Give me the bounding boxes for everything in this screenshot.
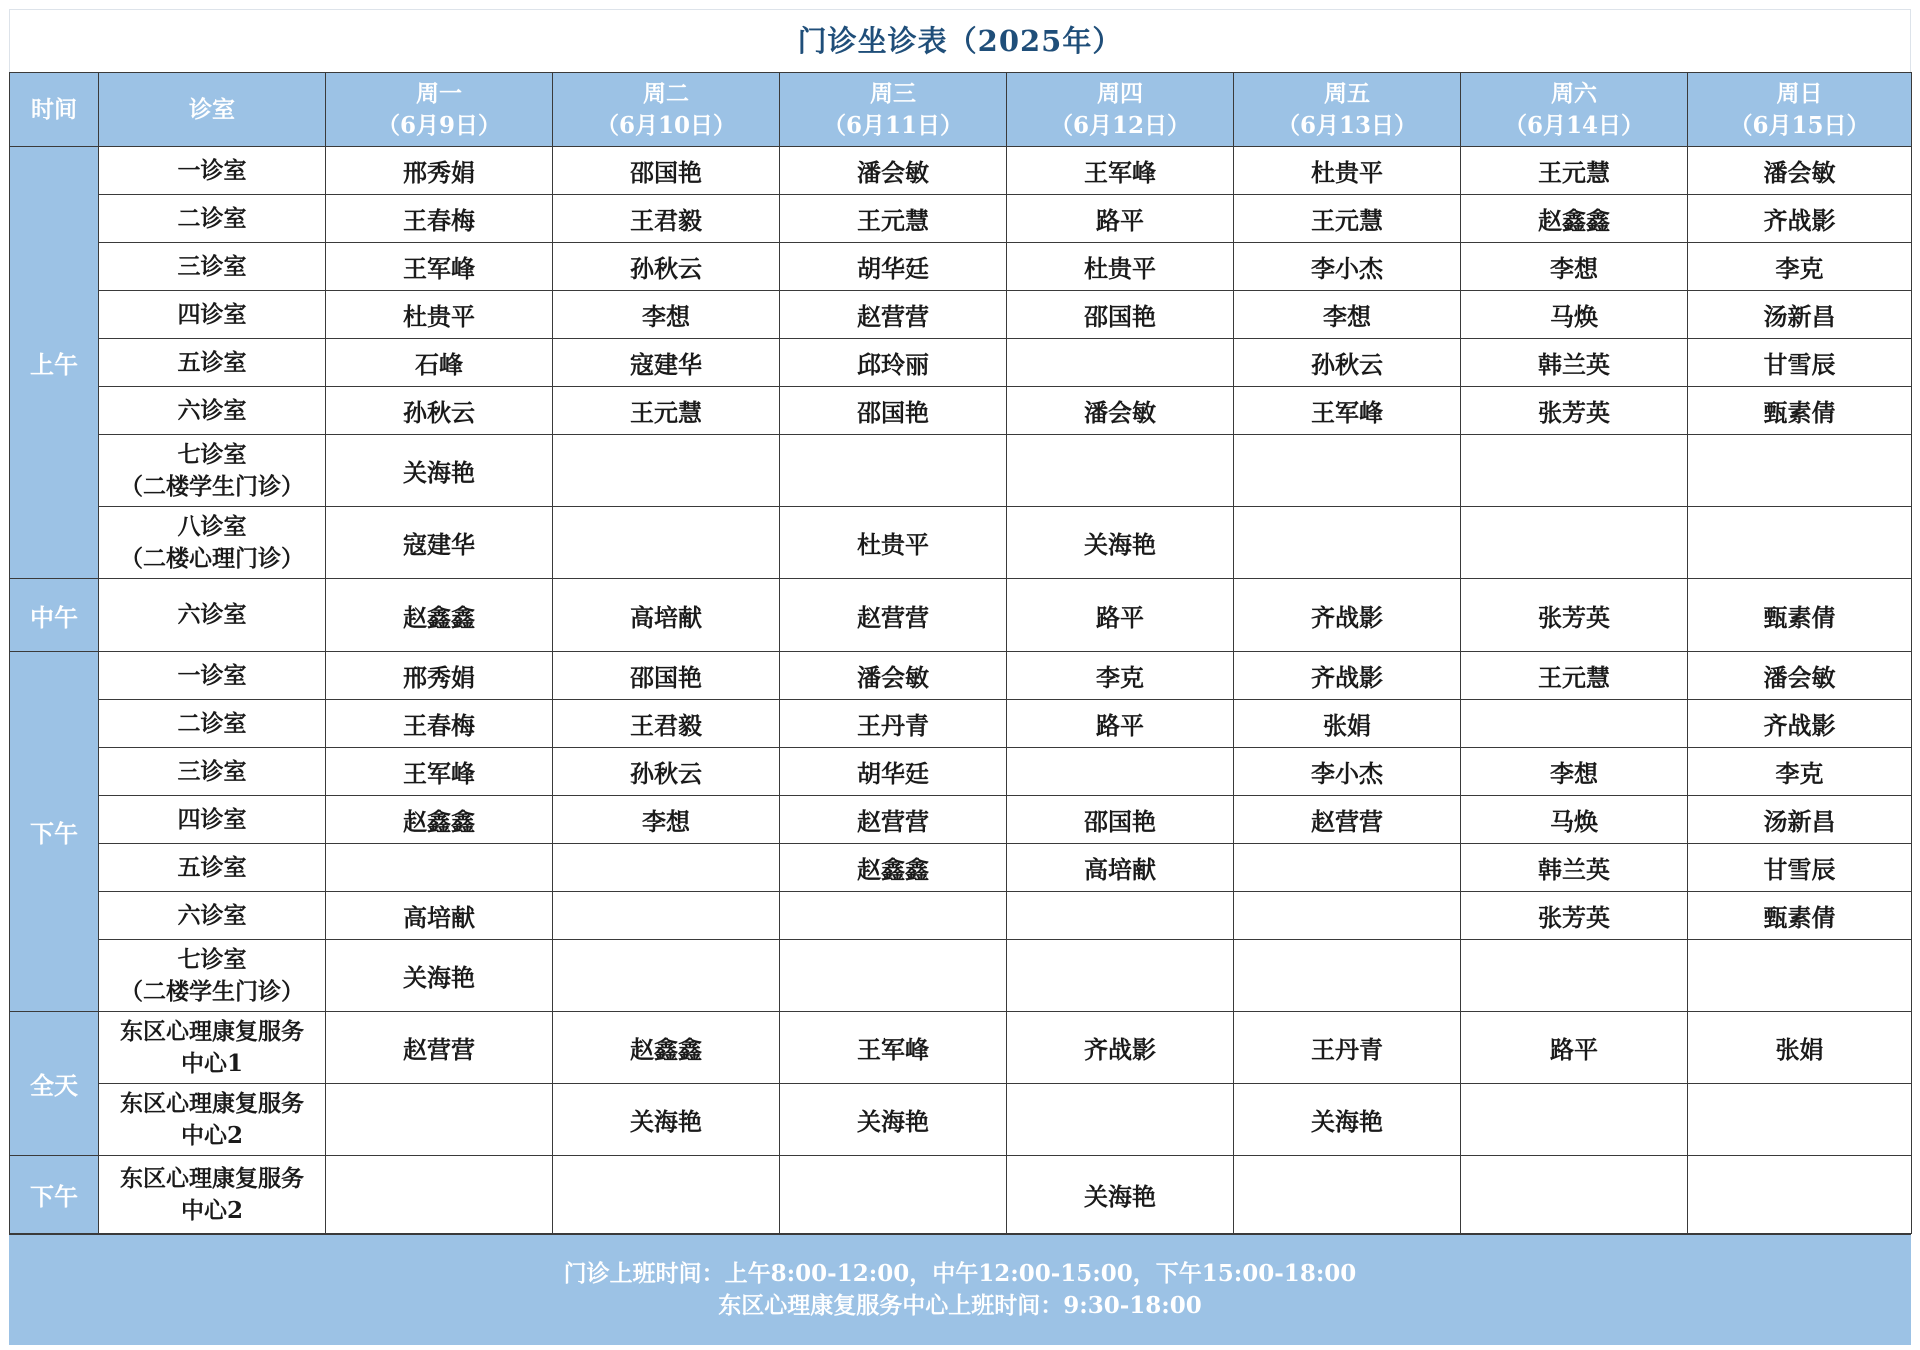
doctor-cell: 赵鑫鑫: [780, 844, 1007, 892]
doctor-cell: [1007, 892, 1234, 940]
schedule-row: [10, 147, 1912, 195]
doctor-cell: [1234, 844, 1461, 892]
doctor-cell: [780, 892, 1007, 940]
schedule-row: [10, 844, 1912, 892]
day-date: （6月14日）: [1503, 111, 1644, 139]
doctor-cell: 王元慧: [1234, 195, 1461, 243]
doctor-cell: 邵国艳: [1007, 796, 1234, 844]
doctor-cell: 邵国艳: [1007, 291, 1234, 339]
doctor-cell: [326, 1156, 553, 1234]
doctor-cell: 王丹青: [1234, 1012, 1461, 1084]
doctor-cell: 王军峰: [1234, 387, 1461, 435]
room-name-line: 中心1: [180, 1049, 243, 1077]
footer-center-hours: 东区心理康复服务中心上班时间：9:30-18:00: [718, 1292, 1202, 1319]
doctor-cell: 邢秀娟: [326, 147, 553, 195]
doctor-cell: 寇建华: [553, 339, 780, 387]
schedule-row: [10, 1084, 1912, 1156]
room-cell: [99, 507, 326, 579]
doctor-cell: [553, 435, 780, 507]
header-day-wed: [780, 73, 1007, 147]
room-name-line: 三诊室: [177, 757, 247, 785]
doctor-cell: 高培献: [553, 579, 780, 652]
doctor-cell: 路平: [1007, 195, 1234, 243]
doctor-cell: 关海艳: [1007, 507, 1234, 579]
doctor-cell: 寇建华: [326, 507, 553, 579]
day-date: （6月15日）: [1729, 111, 1870, 139]
doctor-cell: 关海艳: [1234, 1084, 1461, 1156]
room-cell: [99, 147, 326, 195]
doctor-cell: 赵鑫鑫: [326, 579, 553, 652]
room-cell: [99, 435, 326, 507]
day-name: 周四: [1097, 79, 1143, 107]
room-cell: [99, 243, 326, 291]
room-cell: [99, 652, 326, 700]
room-name-line: 七诊室: [177, 945, 247, 973]
doctor-cell: [1234, 892, 1461, 940]
doctor-cell: 赵鑫鑫: [553, 1012, 780, 1084]
room-cell: [99, 844, 326, 892]
doctor-cell: 赵营营: [780, 796, 1007, 844]
schedule-row: [10, 652, 1912, 700]
doctor-cell: [553, 940, 780, 1012]
schedule-row: [10, 195, 1912, 243]
schedule-row: [10, 1156, 1912, 1234]
doctor-cell: 邵国艳: [553, 147, 780, 195]
doctor-cell: 王君毅: [553, 700, 780, 748]
schedule-sheet: [9, 9, 1911, 1345]
room-cell: [99, 1156, 326, 1234]
doctor-cell: 齐战影: [1234, 652, 1461, 700]
doctor-cell: 王元慧: [780, 195, 1007, 243]
schedule-row: [10, 1012, 1912, 1084]
doctor-cell: 李想: [553, 796, 780, 844]
doctor-cell: 胡华廷: [780, 243, 1007, 291]
schedule-row: [10, 940, 1912, 1012]
doctor-cell: 王军峰: [326, 748, 553, 796]
day-date: （6月13日）: [1276, 111, 1417, 139]
doctor-cell: [1007, 748, 1234, 796]
doctor-cell: [1007, 940, 1234, 1012]
doctor-cell: 孙秋云: [553, 748, 780, 796]
room-name-line: 六诊室: [177, 901, 247, 929]
doctor-cell: 赵营营: [780, 579, 1007, 652]
room-cell: [99, 195, 326, 243]
schedule-row: [10, 291, 1912, 339]
doctor-cell: 潘会敏: [1688, 147, 1912, 195]
doctor-cell: [780, 940, 1007, 1012]
doctor-cell: 关海艳: [553, 1084, 780, 1156]
page-title: 门诊坐诊表（2025年）: [9, 9, 1911, 72]
doctor-cell: 甘雪辰: [1688, 844, 1912, 892]
doctor-cell: 赵鑫鑫: [1461, 195, 1688, 243]
doctor-cell: 汤新昌: [1688, 291, 1912, 339]
doctor-cell: 路平: [1007, 579, 1234, 652]
schedule-table: [9, 72, 1912, 1234]
day-date: （6月10日）: [595, 111, 736, 139]
room-name-line: （二楼学生门诊）: [120, 977, 304, 1005]
doctor-cell: 关海艳: [1007, 1156, 1234, 1234]
doctor-cell: 胡华廷: [780, 748, 1007, 796]
room-cell: [99, 940, 326, 1012]
room-name-line: 七诊室: [177, 440, 247, 468]
schedule-row: [10, 507, 1912, 579]
doctor-cell: 李克: [1007, 652, 1234, 700]
doctor-cell: [1461, 1156, 1688, 1234]
doctor-cell: 赵鑫鑫: [326, 796, 553, 844]
room-cell: [99, 339, 326, 387]
period-label: 下午: [10, 1156, 99, 1234]
schedule-row: [10, 339, 1912, 387]
doctor-cell: 韩兰英: [1461, 339, 1688, 387]
header-day-fri: [1234, 73, 1461, 147]
doctor-cell: [1688, 940, 1912, 1012]
doctor-cell: 潘会敏: [780, 652, 1007, 700]
doctor-cell: 高培献: [1007, 844, 1234, 892]
doctor-cell: [1461, 435, 1688, 507]
day-date: （6月9日）: [376, 111, 501, 139]
room-cell: [99, 579, 326, 652]
doctor-cell: 杜贵平: [1234, 147, 1461, 195]
doctor-cell: [1688, 1084, 1912, 1156]
doctor-cell: 王军峰: [780, 1012, 1007, 1084]
doctor-cell: 邱玲丽: [780, 339, 1007, 387]
room-name-line: 五诊室: [177, 348, 247, 376]
doctor-cell: 李小杰: [1234, 748, 1461, 796]
room-name-line: 一诊室: [177, 661, 247, 689]
doctor-cell: 王元慧: [553, 387, 780, 435]
period-label: 全天: [10, 1012, 99, 1156]
header-day-mon: [326, 73, 553, 147]
footer-hours: [9, 1234, 1911, 1345]
doctor-cell: 石峰: [326, 339, 553, 387]
doctor-cell: 李想: [553, 291, 780, 339]
room-cell: [99, 1084, 326, 1156]
room-name-line: 四诊室: [177, 805, 247, 833]
doctor-cell: 邢秀娟: [326, 652, 553, 700]
doctor-cell: 张芳英: [1461, 387, 1688, 435]
doctor-cell: 李克: [1688, 748, 1912, 796]
day-name: 周六: [1551, 79, 1597, 107]
doctor-cell: [1688, 1156, 1912, 1234]
doctor-cell: 路平: [1461, 1012, 1688, 1084]
room-cell: [99, 892, 326, 940]
doctor-cell: 赵营营: [326, 1012, 553, 1084]
schedule-row: [10, 796, 1912, 844]
room-name-line: 中心2: [180, 1196, 243, 1224]
schedule-row: [10, 435, 1912, 507]
doctor-cell: [1234, 507, 1461, 579]
doctor-cell: 甄素倩: [1688, 579, 1912, 652]
doctor-cell: [553, 892, 780, 940]
doctor-cell: [326, 844, 553, 892]
doctor-cell: 潘会敏: [1688, 652, 1912, 700]
header-time: 时间: [10, 73, 99, 147]
header-day-sun: [1688, 73, 1912, 147]
doctor-cell: [326, 1084, 553, 1156]
doctor-cell: 甘雪辰: [1688, 339, 1912, 387]
doctor-cell: 马焕: [1461, 291, 1688, 339]
room-cell: [99, 748, 326, 796]
doctor-cell: [780, 435, 1007, 507]
doctor-cell: [553, 1156, 780, 1234]
doctor-cell: 潘会敏: [1007, 387, 1234, 435]
doctor-cell: [780, 1156, 1007, 1234]
schedule-row: [10, 579, 1912, 652]
doctor-cell: 关海艳: [326, 940, 553, 1012]
room-name-line: 六诊室: [177, 396, 247, 424]
room-cell: [99, 387, 326, 435]
doctor-cell: 齐战影: [1007, 1012, 1234, 1084]
room-name-line: 一诊室: [177, 156, 247, 184]
header-row: [10, 73, 1912, 147]
doctor-cell: 齐战影: [1688, 700, 1912, 748]
schedule-row: [10, 387, 1912, 435]
period-label: 下午: [10, 652, 99, 1012]
doctor-cell: 张芳英: [1461, 579, 1688, 652]
schedule-row: [10, 700, 1912, 748]
doctor-cell: [1461, 507, 1688, 579]
room-name-line: 二诊室: [177, 709, 247, 737]
doctor-cell: [1461, 700, 1688, 748]
doctor-cell: 李想: [1234, 291, 1461, 339]
room-name-line: 东区心理康复服务: [120, 1164, 304, 1192]
doctor-cell: 李想: [1461, 243, 1688, 291]
doctor-cell: 王君毅: [553, 195, 780, 243]
doctor-cell: 齐战影: [1234, 579, 1461, 652]
doctor-cell: 王春梅: [326, 195, 553, 243]
doctor-cell: 张娟: [1234, 700, 1461, 748]
day-name: 周二: [643, 79, 689, 107]
doctor-cell: 王元慧: [1461, 652, 1688, 700]
doctor-cell: 邵国艳: [780, 387, 1007, 435]
room-cell: [99, 700, 326, 748]
header-room: 诊室: [99, 73, 326, 147]
schedule-row: [10, 892, 1912, 940]
doctor-cell: 甄素倩: [1688, 387, 1912, 435]
room-cell: [99, 291, 326, 339]
doctor-cell: 潘会敏: [780, 147, 1007, 195]
doctor-cell: 汤新昌: [1688, 796, 1912, 844]
doctor-cell: 孙秋云: [1234, 339, 1461, 387]
room-name-line: 八诊室: [177, 512, 247, 540]
doctor-cell: [1688, 435, 1912, 507]
doctor-cell: 齐战影: [1688, 195, 1912, 243]
room-name-line: （二楼学生门诊）: [120, 472, 304, 500]
doctor-cell: 李克: [1688, 243, 1912, 291]
doctor-cell: [1688, 507, 1912, 579]
doctor-cell: [1007, 339, 1234, 387]
doctor-cell: 王丹青: [780, 700, 1007, 748]
doctor-cell: 王春梅: [326, 700, 553, 748]
doctor-cell: [1234, 1156, 1461, 1234]
schedule-row: [10, 243, 1912, 291]
doctor-cell: [553, 507, 780, 579]
footer-clinic-hours: 门诊上班时间：上午8:00-12:00，中午12:00-15:00，下午15:00-18:00: [563, 1260, 1357, 1287]
doctor-cell: 李想: [1461, 748, 1688, 796]
doctor-cell: 路平: [1007, 700, 1234, 748]
day-name: 周三: [870, 79, 916, 107]
doctor-cell: 赵营营: [1234, 796, 1461, 844]
room-cell: [99, 1012, 326, 1084]
doctor-cell: 马焕: [1461, 796, 1688, 844]
room-name-line: 中心2: [180, 1121, 243, 1149]
doctor-cell: 甄素倩: [1688, 892, 1912, 940]
period-label: 上午: [10, 147, 99, 579]
room-name-line: 东区心理康复服务: [120, 1089, 304, 1117]
doctor-cell: 孙秋云: [553, 243, 780, 291]
header-day-tue: [553, 73, 780, 147]
doctor-cell: 王元慧: [1461, 147, 1688, 195]
doctor-cell: [1007, 435, 1234, 507]
room-cell: [99, 796, 326, 844]
doctor-cell: 赵营营: [780, 291, 1007, 339]
doctor-cell: 王军峰: [326, 243, 553, 291]
room-name-line: 六诊室: [177, 601, 247, 628]
doctor-cell: [553, 844, 780, 892]
room-name-line: 三诊室: [177, 252, 247, 280]
doctor-cell: [1234, 435, 1461, 507]
room-name-line: （二楼心理门诊）: [120, 544, 304, 572]
doctor-cell: 杜贵平: [1007, 243, 1234, 291]
room-name-line: 五诊室: [177, 853, 247, 881]
doctor-cell: 杜贵平: [780, 507, 1007, 579]
day-name: 周日: [1776, 79, 1823, 107]
schedule-row: [10, 748, 1912, 796]
day-date: （6月12日）: [1049, 111, 1190, 139]
schedule-body: [10, 147, 1912, 1234]
day-name: 周五: [1324, 79, 1370, 107]
doctor-cell: 张芳英: [1461, 892, 1688, 940]
doctor-cell: 张娟: [1688, 1012, 1912, 1084]
doctor-cell: 李小杰: [1234, 243, 1461, 291]
room-name-line: 东区心理康复服务: [120, 1017, 304, 1045]
doctor-cell: [1461, 1084, 1688, 1156]
doctor-cell: 王军峰: [1007, 147, 1234, 195]
doctor-cell: [1461, 940, 1688, 1012]
doctor-cell: [1007, 1084, 1234, 1156]
doctor-cell: 关海艳: [326, 435, 553, 507]
doctor-cell: 杜贵平: [326, 291, 553, 339]
period-label: 中午: [10, 579, 99, 652]
day-date: （6月11日）: [822, 111, 963, 139]
room-name-line: 四诊室: [177, 300, 247, 328]
doctor-cell: 高培献: [326, 892, 553, 940]
doctor-cell: 韩兰英: [1461, 844, 1688, 892]
doctor-cell: 关海艳: [780, 1084, 1007, 1156]
doctor-cell: 邵国艳: [553, 652, 780, 700]
doctor-cell: [1234, 940, 1461, 1012]
header-day-sat: [1461, 73, 1688, 147]
header-day-thu: [1007, 73, 1234, 147]
doctor-cell: 孙秋云: [326, 387, 553, 435]
room-name-line: 二诊室: [177, 204, 247, 232]
day-name: 周一: [416, 79, 462, 107]
